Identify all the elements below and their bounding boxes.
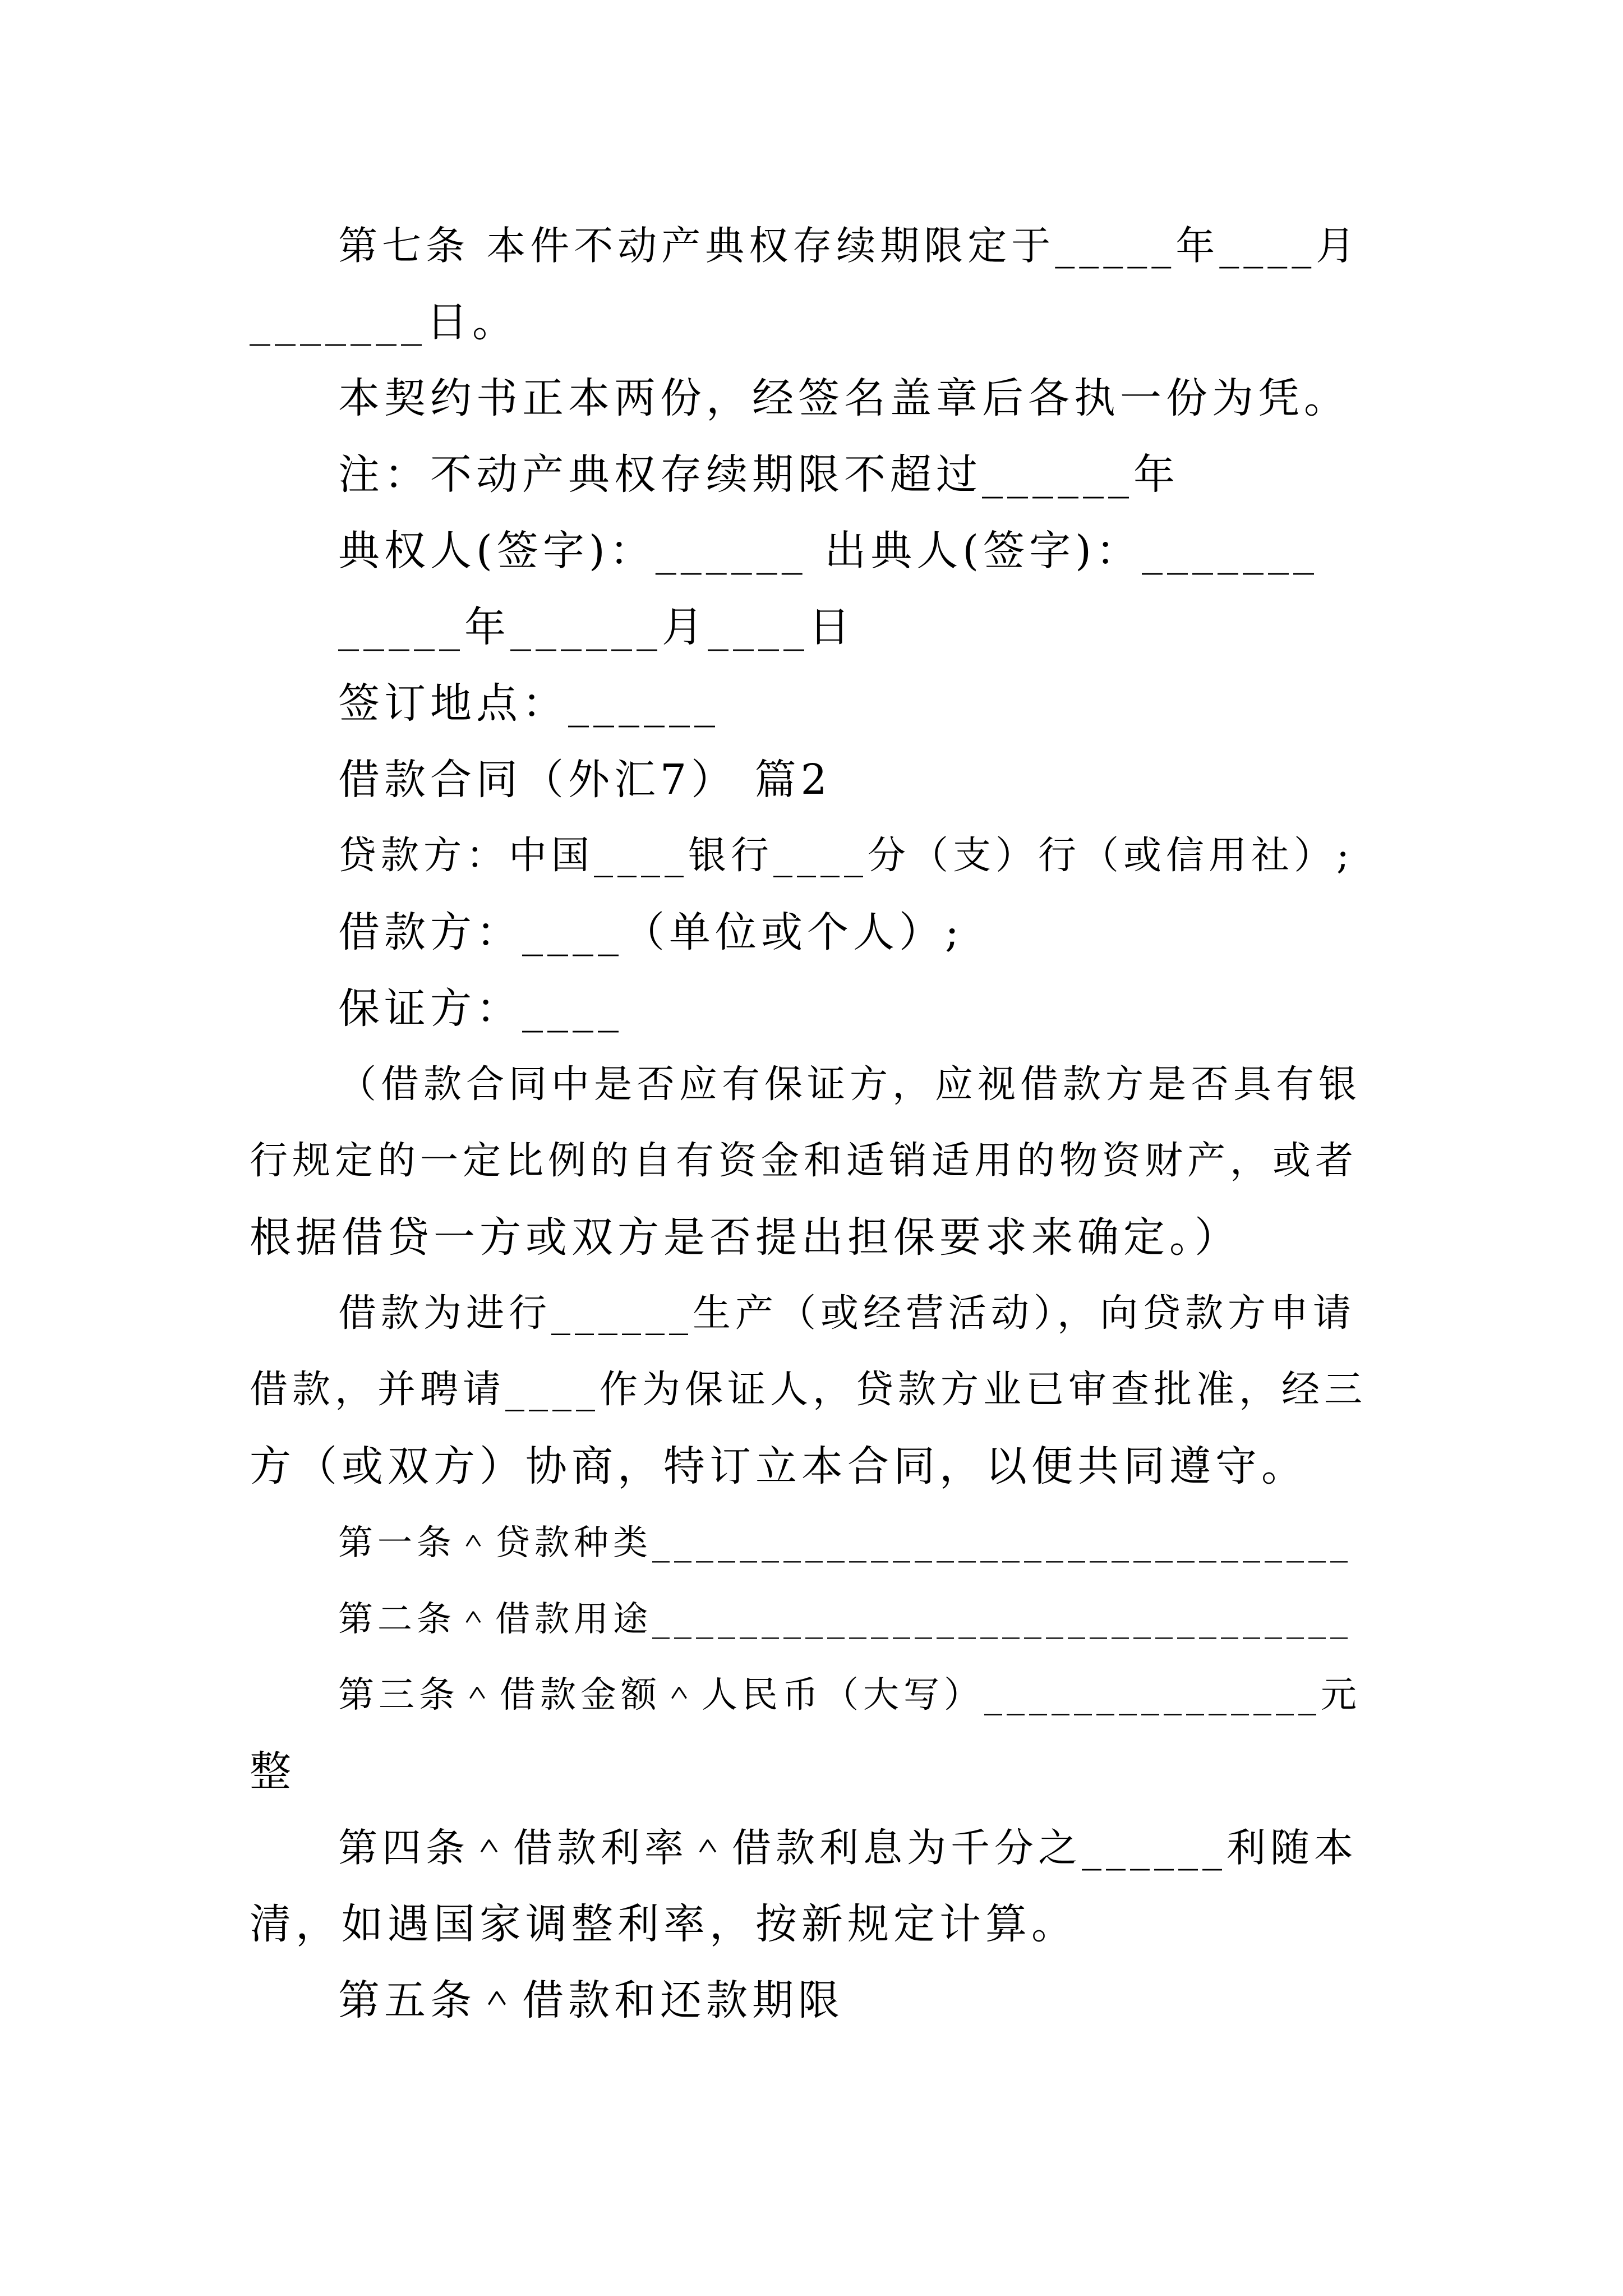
article-4-interest-rate: 第四条＾借款利率＾借款利息为千分之______利随本 — [338, 1825, 1358, 1871]
document-body — [250, 208, 1377, 2039]
article-2-loan-purpose: 第二条＾借款用途________________________________ — [338, 1598, 1353, 1639]
signing-place: 签订地点：______ — [338, 679, 720, 728]
guarantor-note-line-3: 根据借贷一方或双方是否提出担保要求来确定。） — [250, 1213, 1241, 1262]
term-note: 注：不动产典权存续期限不超过______年 — [338, 450, 1179, 499]
article-3-continued: 整 — [250, 1747, 296, 1796]
guarantor-note-line-1: （借款合同中是否应有保证方，应视借款方是否具有银 — [338, 1062, 1362, 1107]
article-3-loan-amount: 第三条＾借款金额＾人民币（大写）_______________元 — [338, 1674, 1361, 1716]
article-7-continued: _______日。 — [250, 298, 518, 346]
date-line: _____年______月____日 — [338, 603, 855, 651]
purpose-paragraph-line-3: 方（或双方）协商，特订立本合同，以便共同遵守。 — [250, 1442, 1307, 1490]
lender-line: 贷款方：中国____银行____分（支）行（或信用社）; — [338, 834, 1354, 878]
guarantor-note-line-2: 行规定的一定比例的自有资金和适销适用的物资财产，或者 — [250, 1139, 1358, 1183]
borrower-line: 借款方：____（单位或个人）; — [338, 908, 963, 956]
copies-statement: 本契约书正本两份，经签名盖章后各执一份为凭。 — [338, 374, 1350, 422]
article-5-loan-term: 第五条＾借款和还款期限 — [338, 1976, 844, 2024]
section-title: 借款合同（外汇7） 篇2 — [338, 756, 832, 804]
article-1-loan-type: 第一条＾贷款种类________________________________ — [338, 1522, 1353, 1563]
article-7-line: 第七条 本件不动产典权存续期限定于_____年____月 — [338, 223, 1360, 269]
guarantor-line: 保证方：____ — [338, 984, 623, 1033]
article-4-continued: 清，如遇国家调整利率，按新规定计算。 — [250, 1900, 1077, 1948]
signatures-line: 典权人(签字)：______ 出典人(签字)：_______ — [338, 527, 1319, 575]
purpose-paragraph-line-1: 借款为进行______生产（或经营活动），向贷款方申请 — [338, 1291, 1356, 1336]
purpose-paragraph-line-2: 借款，并聘请____作为保证人，贷款方业已审查批准，经三 — [250, 1368, 1367, 1412]
